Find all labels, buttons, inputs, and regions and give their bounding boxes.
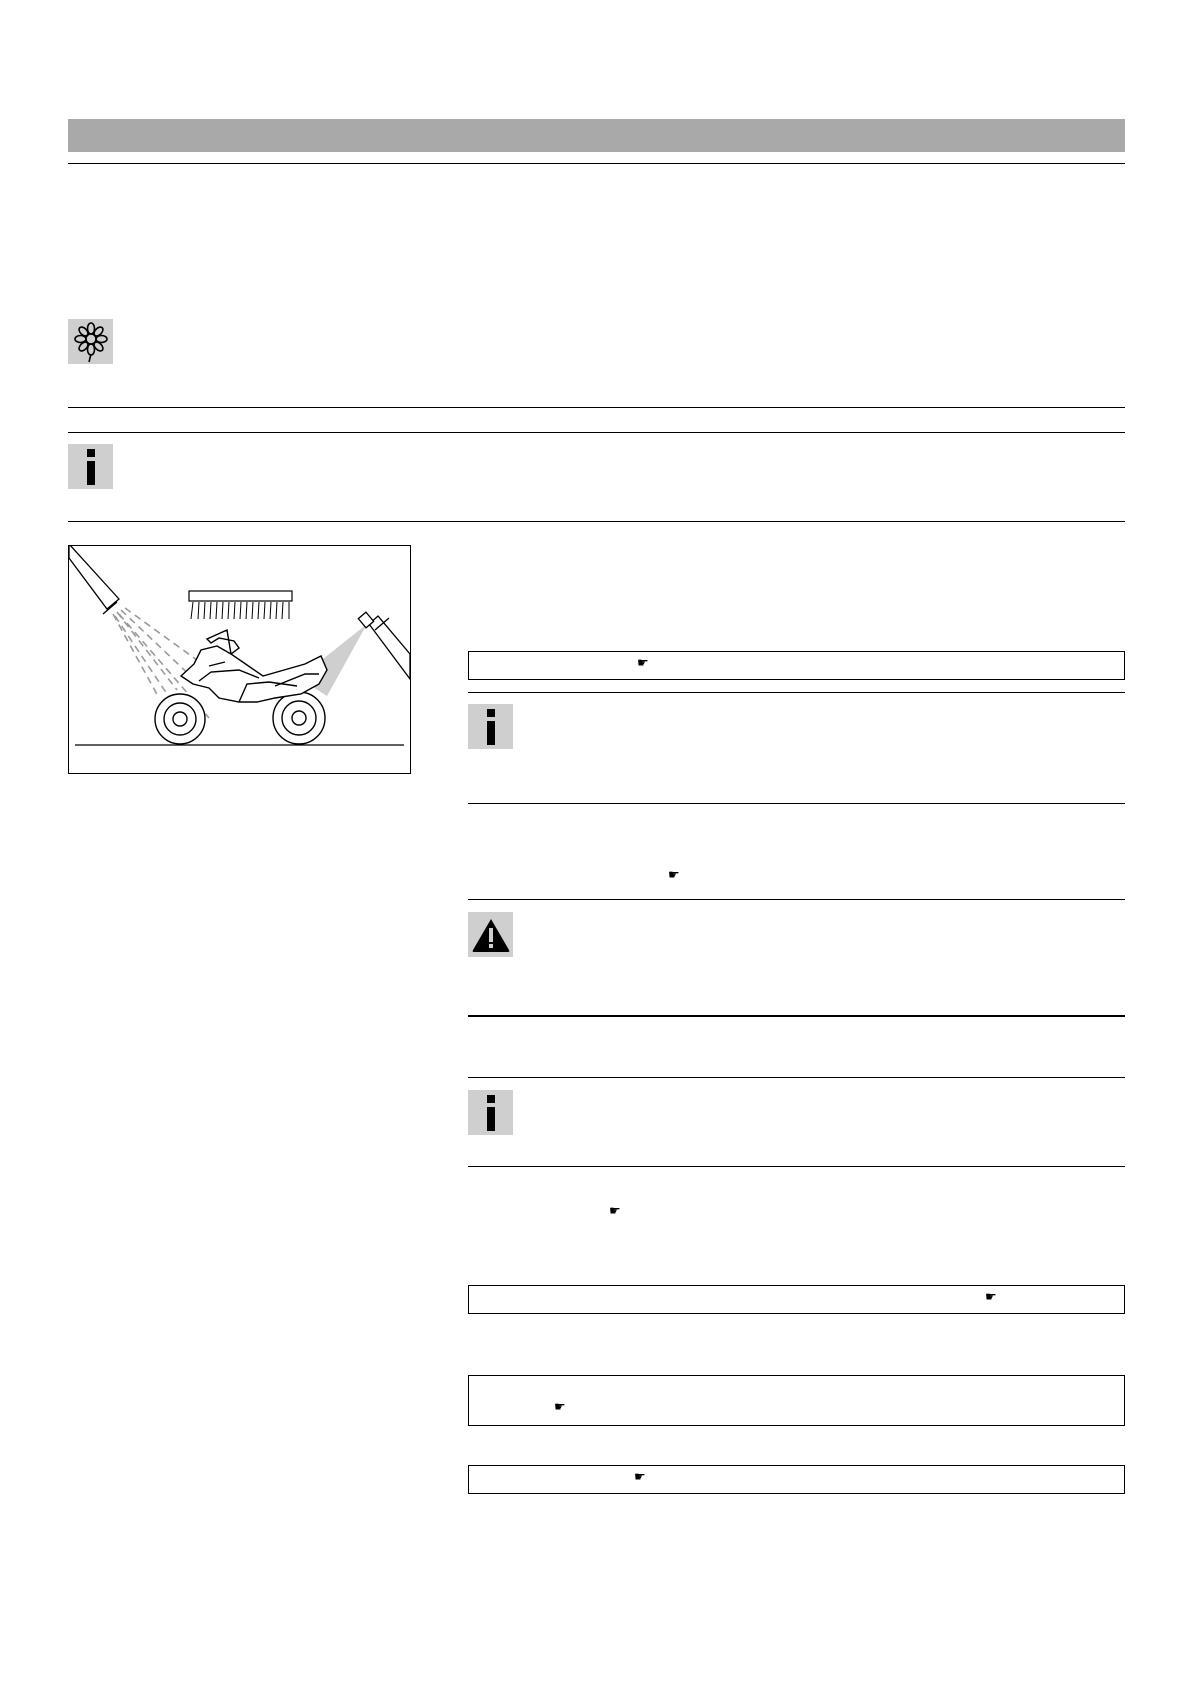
header-band <box>68 119 1125 152</box>
info-note-1-icon-tile <box>68 444 113 489</box>
warning-triangle-icon <box>471 917 511 953</box>
section-rule-1 <box>68 407 1125 408</box>
pointing-hand-icon: ☛ <box>609 1203 621 1218</box>
info-note-3-top-rule <box>468 1077 1125 1078</box>
header-rule <box>68 163 1125 164</box>
warning-note-icon-tile <box>468 912 513 957</box>
info-note-1-bottom-rule <box>68 521 1125 522</box>
info-note-1-top-rule <box>68 432 1125 433</box>
cleaning-illustration-svg <box>69 546 410 773</box>
info-note-2-icon-tile <box>468 704 513 749</box>
pointing-hand-icon: ☛ <box>634 1469 646 1484</box>
pointing-hand-icon: ☛ <box>668 867 680 882</box>
brush <box>189 591 292 619</box>
flower-icon <box>71 321 111 363</box>
info-icon <box>83 449 99 485</box>
reference-box-1 <box>468 651 1125 680</box>
hose-nozzle <box>69 546 119 614</box>
warning-note-bottom-rule <box>468 1015 1125 1017</box>
pointing-hand-icon: ☛ <box>637 655 649 670</box>
reference-box-2 <box>468 1285 1125 1314</box>
quad-bike <box>155 630 327 744</box>
environment-note-icon-tile <box>68 319 113 364</box>
info-note-2-bottom-rule <box>468 803 1125 804</box>
warning-note-top-rule <box>468 899 1125 900</box>
info-note-3-bottom-rule <box>468 1166 1125 1167</box>
info-icon <box>483 709 499 745</box>
pointing-hand-icon: ☛ <box>554 1399 566 1414</box>
info-note-2-top-rule <box>468 692 1125 693</box>
info-icon <box>483 1095 499 1131</box>
reference-box-3 <box>468 1375 1125 1426</box>
pointing-hand-icon: ☛ <box>985 1289 997 1304</box>
reference-box-4 <box>468 1465 1125 1494</box>
spray-can <box>358 612 410 679</box>
info-note-3-icon-tile <box>468 1090 513 1135</box>
vehicle-cleaning-illustration <box>68 545 411 774</box>
